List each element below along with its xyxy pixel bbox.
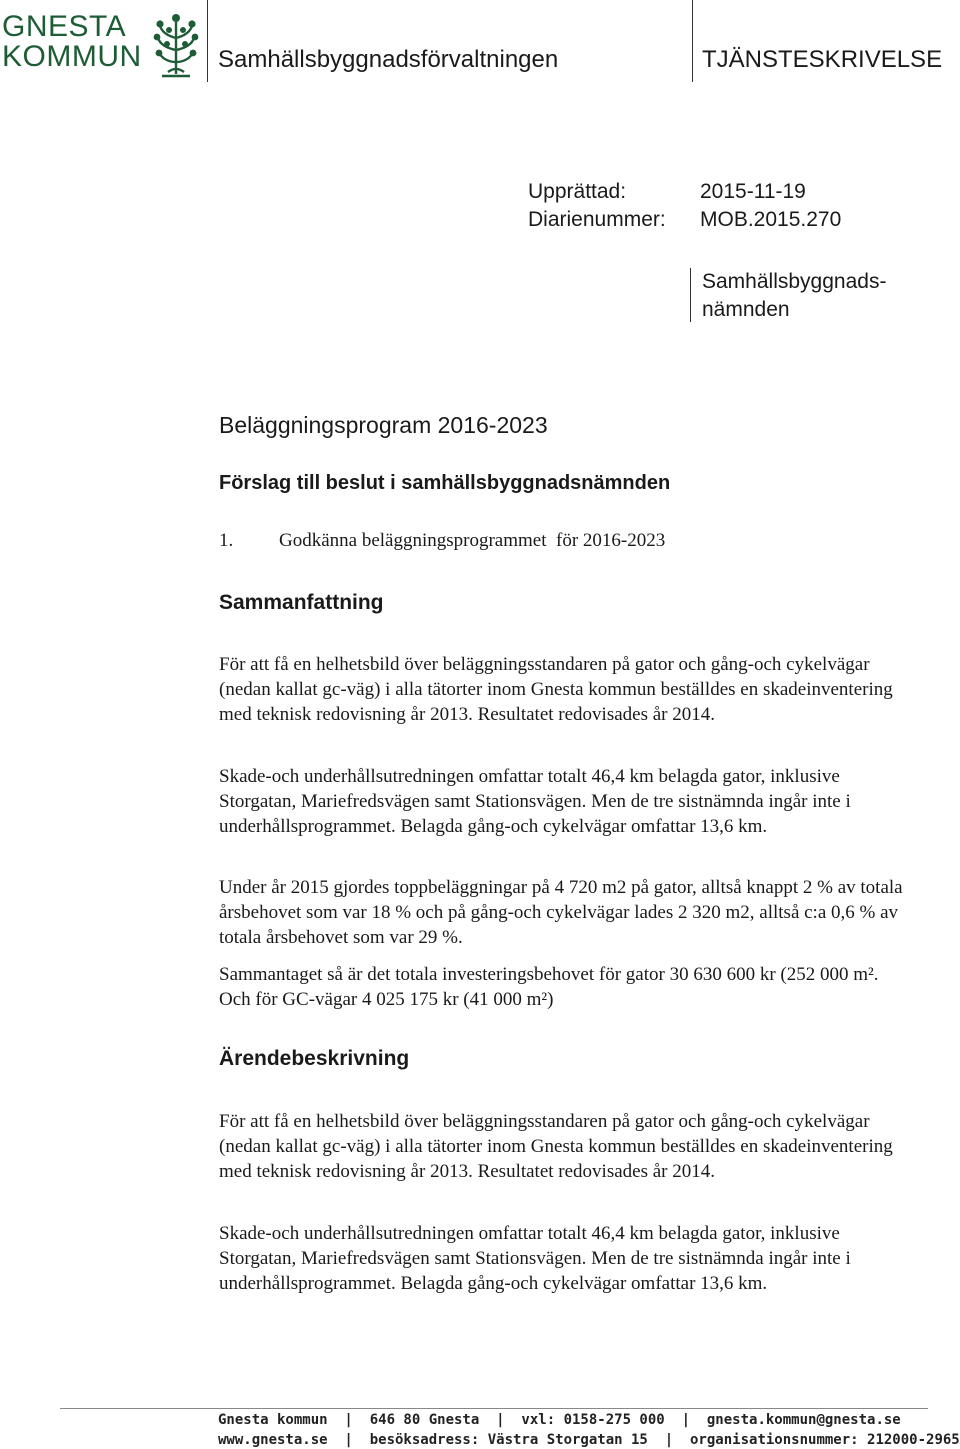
decision-item-text: Godkänna beläggningsprogrammet för 2016-2023 [279,530,666,551]
description-paragraph-2-text: Skade-och underhållsutredningen omfattar totalt 46,4 km belagda gator, inklusive Storgatan, Mariefredsvägen samt Stationsvägen. Men de tre sistnämnda ingår inte i underhållsprogrammet. Belagda gång-och cykelvägar omfattar 13,6 km. [219,1223,851,1294]
footer-line-2: www.gnesta.se | besöksadress: Västra Storgatan 15 | organisationsnummer: 212000-2965 [218,1432,960,1448]
summary-paragraph-2 [219,764,909,839]
document-title: Beläggningsprogram 2016-2023 [219,412,548,438]
summary-paragraph-3 [219,875,909,950]
document-type: TJÄNSTESKRIVELSE [702,46,943,73]
diary-label: Diarienummer: [528,208,666,231]
description-paragraph-2 [219,1221,909,1296]
description-paragraph-1 [219,1109,909,1184]
recipient-line-1: Samhällsbyggnads- [702,270,887,293]
summary-paragraph-3-text: Under år 2015 gjordes toppbeläggningar på 4 720 m2 på gator, alltså knappt 2 % av totala årsbehovet som var 18 % och på gång-och cykelvägar lades 2 320 m2, alltså c:a 0,6 % av totala årsbehovet som var 29 %. [219,877,903,948]
decision-heading: Förslag till beslut i samhällsbyggnadsnämnden [219,472,671,494]
diary-value: MOB.2015.270 [700,208,842,231]
municipality-logo [2,12,142,72]
recipient-line-2: nämnden [702,298,790,321]
logo-line-1: GNESTA [2,10,127,43]
recipient-divider [690,268,691,322]
description-heading: Ärendebeskrivning [219,1047,410,1070]
footer-divider [60,1408,928,1409]
summary-paragraph-4 [219,962,909,1012]
footer-line-1: Gnesta kommun | 646 80 Gnesta | vxl: 0158-275 000 | gnesta.kommun@gnesta.se [218,1412,901,1428]
decision-item-number: 1. [219,530,234,551]
summary-paragraph-4-text: Sammantaget så är det totala investeringsbehovet för gator 30 630 600 kr (252 000 m². Och för GC-vägar 4 025 175 kr (41 000 m²) [219,964,879,1010]
summary-paragraph-2-text: Skade-och underhållsutredningen omfattar totalt 46,4 km belagda gator, inklusive Storgatan, Mariefredsvägen samt Stationsvägen. Men de tre sistnämnda ingår inte i underhållsprogrammet. Belagda gång-och cykelvägar omfattar 13,6 km. [219,766,851,837]
department-name: Samhällsbyggnadsförvaltningen [218,46,559,73]
summary-paragraph-1 [219,652,909,727]
created-value: 2015-11-19 [700,180,806,203]
created-label: Upprättad: [528,180,627,203]
recipient [702,268,886,324]
tree-emblem-icon [152,12,200,82]
description-paragraph-1-text: För att få en helhetsbild över beläggningsstandaren på gator och gång-och cykelvägar (nedan kallat gc-väg) i alla tätorter inom Gnesta kommun beställdes en skadeinventering med teknisk redovisning år 2013. Resultatet redovisades år 2014. [219,1111,893,1182]
summary-paragraph-1-text: För att få en helhetsbild över beläggningsstandaren på gator och gång-och cykelvägar (nedan kallat gc-väg) i alla tätorter inom Gnesta kommun beställdes en skadeinventering med teknisk redovisning år 2013. Resultatet redovisades år 2014. [219,654,893,725]
header-divider-right [692,0,693,82]
logo-line-2: KOMMUN [2,40,142,73]
summary-heading: Sammanfattning [219,591,384,614]
header-divider-left [207,0,208,82]
